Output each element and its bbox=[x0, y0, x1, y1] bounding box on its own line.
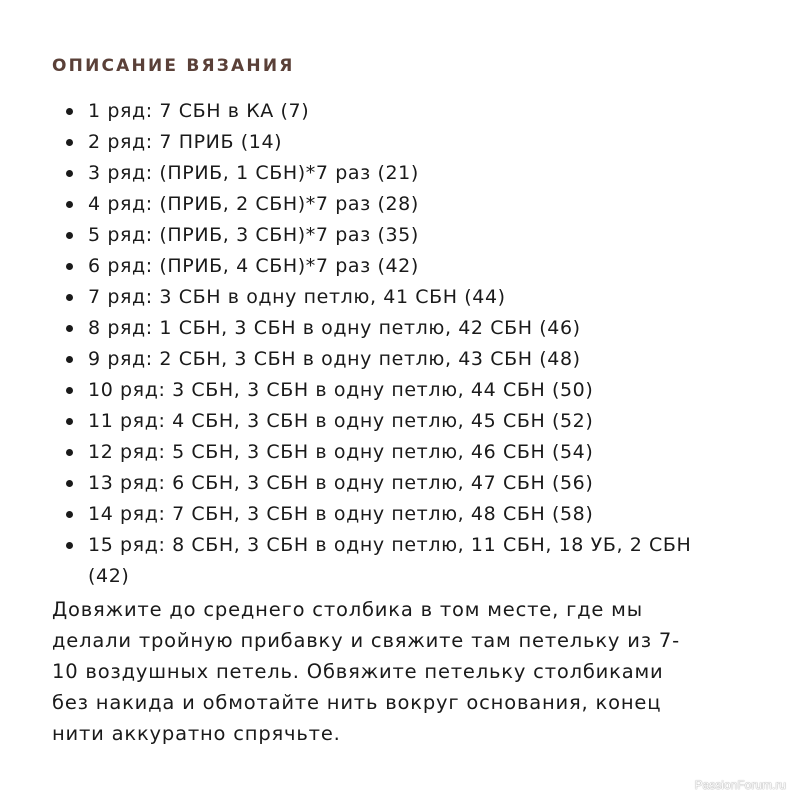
bullet-icon bbox=[66, 418, 73, 425]
bullet-icon bbox=[66, 139, 73, 146]
bullet-icon bbox=[66, 170, 73, 177]
list-item bbox=[64, 344, 691, 375]
list-item bbox=[64, 96, 691, 127]
bullet-icon bbox=[66, 511, 73, 518]
bullet-icon bbox=[66, 387, 73, 394]
bullet-icon bbox=[66, 325, 73, 332]
row-text: 7 ряд: 3 СБН в одну петлю, 41 СБН (44) bbox=[88, 286, 506, 308]
paragraph-line: 10 воздушных петель. Обвяжите петельку столбиками bbox=[52, 660, 664, 683]
bullet-icon bbox=[66, 263, 73, 270]
bullet-icon bbox=[66, 542, 73, 549]
row-text: 11 ряд: 4 СБН, 3 СБН в одну петлю, 45 СБН (52) bbox=[88, 410, 594, 432]
paragraph-line: нити аккуратно спрячьте. bbox=[52, 722, 341, 745]
bullet-icon bbox=[66, 201, 73, 208]
row-text: 2 ряд: 7 ПРИБ (14) bbox=[88, 131, 283, 153]
row-instructions-list bbox=[64, 96, 691, 592]
bullet-icon bbox=[66, 356, 73, 363]
row-text: 13 ряд: 6 СБН, 3 СБН в одну петлю, 47 СБН (56) bbox=[88, 472, 594, 494]
list-item bbox=[64, 158, 691, 189]
row-text: 10 ряд: 3 СБН, 3 СБН в одну петлю, 44 СБН (50) bbox=[88, 379, 594, 401]
row-text: 15 ряд: 8 СБН, 3 СБН в одну петлю, 11 СБН, 18 УБ, 2 СБН bbox=[88, 534, 692, 556]
list-item bbox=[64, 282, 691, 313]
paragraph-line: делали тройную прибавку и свяжите там петельку из 7- bbox=[52, 629, 680, 652]
row-text: 4 ряд: (ПРИБ, 2 СБН)*7 раз (28) bbox=[88, 193, 419, 215]
list-item bbox=[64, 220, 691, 251]
list-item bbox=[64, 127, 691, 158]
row-text: 6 ряд: (ПРИБ, 4 СБН)*7 раз (42) bbox=[88, 255, 419, 277]
list-item bbox=[64, 189, 691, 220]
row-text: 8 ряд: 1 СБН, 3 СБН в одну петлю, 42 СБН (46) bbox=[88, 317, 581, 339]
bullet-icon bbox=[66, 108, 73, 115]
paragraph-line: без накида и обмотайте нить вокруг основания, конец bbox=[52, 691, 662, 714]
row-text: 5 ряд: (ПРИБ, 3 СБН)*7 раз (35) bbox=[88, 224, 419, 246]
bullet-icon bbox=[66, 449, 73, 456]
watermark: PassionForum.ru bbox=[694, 778, 786, 792]
paragraph-line: Довяжите до среднего столбика в том месте, где мы bbox=[52, 598, 643, 621]
row-text: 1 ряд: 7 СБН в КА (7) bbox=[88, 100, 310, 122]
row-text: 12 ряд: 5 СБН, 3 СБН в одну петлю, 46 СБН (54) bbox=[88, 441, 594, 463]
row-text-continuation: (42) bbox=[88, 565, 130, 587]
list-item bbox=[64, 437, 691, 468]
list-item bbox=[64, 251, 691, 282]
bullet-icon bbox=[66, 294, 73, 301]
list-item bbox=[64, 375, 691, 406]
finishing-instructions bbox=[52, 594, 752, 749]
list-item bbox=[64, 499, 691, 530]
bullet-icon bbox=[66, 232, 73, 239]
list-item bbox=[64, 530, 691, 592]
row-text: 9 ряд: 2 СБН, 3 СБН в одну петлю, 43 СБН (48) bbox=[88, 348, 581, 370]
list-item bbox=[64, 313, 691, 344]
row-text: 14 ряд: 7 СБН, 3 СБН в одну петлю, 48 СБН (58) bbox=[88, 503, 594, 525]
list-item bbox=[64, 406, 691, 437]
list-item bbox=[64, 468, 691, 499]
bullet-icon bbox=[66, 480, 73, 487]
row-text: 3 ряд: (ПРИБ, 1 СБН)*7 раз (21) bbox=[88, 162, 419, 184]
section-heading: ОПИСАНИЕ ВЯЗАНИЯ bbox=[52, 56, 295, 76]
